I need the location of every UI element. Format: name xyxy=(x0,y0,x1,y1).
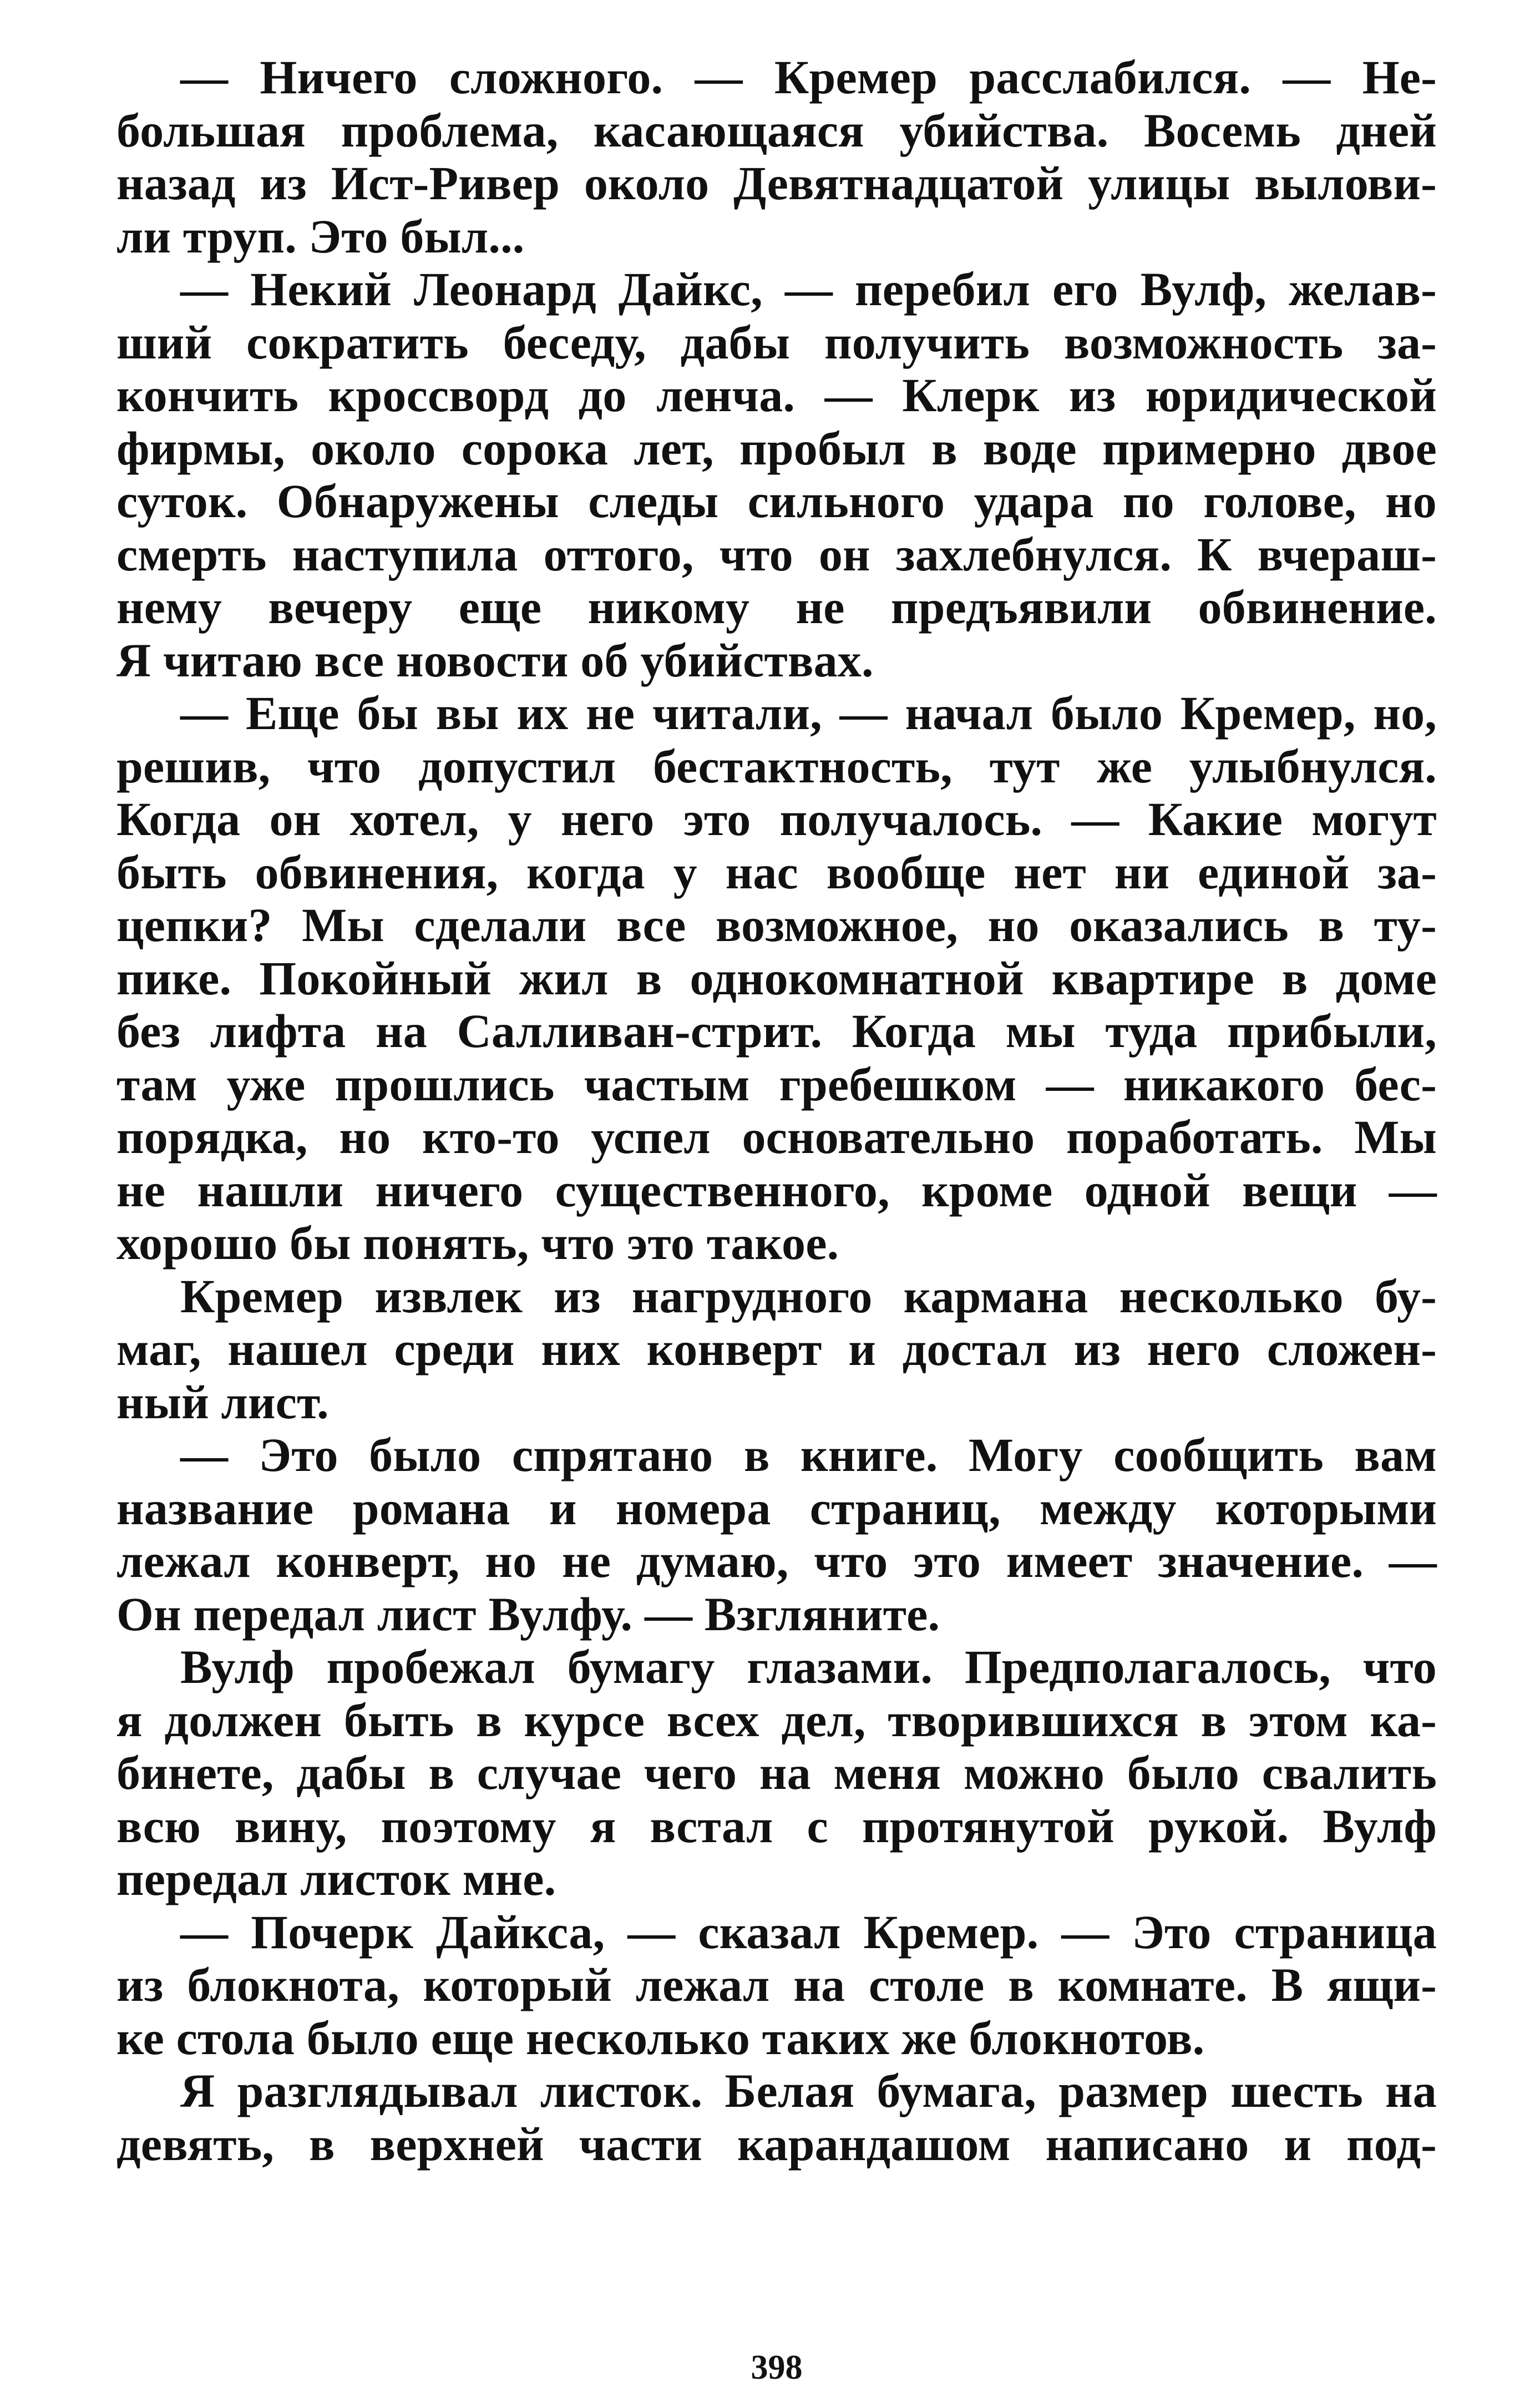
paragraph xyxy=(116,1429,1437,1641)
text-line: передал листок мне. xyxy=(116,1852,556,1905)
text-line: — Ничего сложного. — Кремер расслабился. — Не- xyxy=(180,50,1437,104)
paragraph xyxy=(116,687,1437,1270)
text-line: девять, в верхней части карандашом написано и под- xyxy=(116,2117,1437,2171)
text-line: ли труп. Это был... xyxy=(116,209,525,263)
book-page xyxy=(116,50,1437,2386)
text-line: я должен быть в курсе всех дел, творившихся в этом ка- xyxy=(116,1693,1437,1747)
text-line: решив, что допустил бестактность, тут же улыбнулся. xyxy=(116,739,1437,793)
page-body-text xyxy=(116,51,1437,2171)
text-line: пике. Покойный жил в однокомнатной квартире в доме xyxy=(116,951,1437,1005)
text-line: цепки? Мы сделали все возможное, но оказались в ту- xyxy=(116,898,1437,952)
text-line: ный лист. xyxy=(116,1375,329,1429)
paragraph xyxy=(116,1906,1437,2065)
text-line: ший сократить беседу, дабы получить возможность за- xyxy=(116,315,1437,369)
text-line: — Почерк Дайкса, — сказал Кремер. — Это страница xyxy=(180,1905,1437,1959)
text-line: смерть наступила оттого, что он захлебнулся. К вчераш- xyxy=(116,527,1437,581)
text-line: без лифта на Салливан-стрит. Когда мы туда прибыли, xyxy=(116,1004,1437,1058)
paragraph xyxy=(116,2065,1437,2171)
text-line: хорошо бы понять, что это такое. xyxy=(116,1216,839,1270)
text-line: бинете, дабы в случае чего на меня можно было свалить xyxy=(116,1746,1437,1799)
text-line: — Это было спрятано в книге. Могу сообщить вам xyxy=(180,1428,1437,1481)
page-number: 398 xyxy=(751,2349,803,2386)
text-line: Кремер извлек из нагрудного кармана несколько бу- xyxy=(180,1269,1437,1323)
text-line: большая проблема, касающаяся убийства. Восемь дней xyxy=(116,103,1437,157)
text-line: порядка, но кто-то успел основательно поработать. Мы xyxy=(116,1110,1437,1164)
text-line: — Еще бы вы их не читали, — начал было Кремер, но, xyxy=(180,686,1437,740)
text-line: суток. Обнаружены следы сильного удара по голове, но xyxy=(116,474,1437,528)
text-line: из блокнота, который лежал на столе в комнате. В ящи- xyxy=(116,1958,1437,2011)
text-line: Он передал лист Вулфу. — Взгляните. xyxy=(116,1587,940,1641)
text-line: назад из Ист-Ривер около Девятнадцатой улицы вылови- xyxy=(116,156,1437,210)
text-line: лежал конверт, но не думаю, что это имеет значение. — xyxy=(116,1534,1437,1587)
text-line: Когда он хотел, у него это получалось. — Какие могут xyxy=(116,792,1437,846)
paragraph xyxy=(116,51,1437,263)
text-line: Я читаю все новости об убийствах. xyxy=(116,633,874,687)
text-line: нему вечеру еще никому не предъявили обвинение. xyxy=(116,580,1437,634)
paragraph xyxy=(116,1270,1437,1429)
paragraph xyxy=(116,1641,1437,1906)
text-line: всю вину, поэтому я встал с протянутой рукой. Вулф xyxy=(116,1799,1437,1853)
text-line: Вулф пробежал бумагу глазами. Предполагалось, что xyxy=(180,1640,1437,1693)
text-line: ке стола было еще несколько таких же блокнотов. xyxy=(116,2011,1205,2065)
text-line: кончить кроссворд до ленча. — Клерк из юридической xyxy=(116,368,1437,422)
text-line: там уже прошлись частым гребешком — никакого бес- xyxy=(116,1057,1437,1111)
text-line: быть обвинения, когда у нас вообще нет ни единой за- xyxy=(116,845,1437,899)
text-line: не нашли ничего существенного, кроме одной вещи — xyxy=(116,1163,1437,1217)
text-line: фирмы, около сорока лет, пробыл в воде примерно двое xyxy=(116,421,1437,475)
text-line: название романа и номера страниц, между которыми xyxy=(116,1481,1437,1535)
text-line: маг, нашел среди них конверт и достал из него сложен- xyxy=(116,1322,1437,1376)
text-line: Я разглядывал листок. Белая бумага, размер шесть на xyxy=(180,2064,1437,2117)
text-line: — Некий Леонард Дайкс, — перебил его Вулф, желав- xyxy=(180,262,1437,316)
paragraph xyxy=(116,263,1437,687)
